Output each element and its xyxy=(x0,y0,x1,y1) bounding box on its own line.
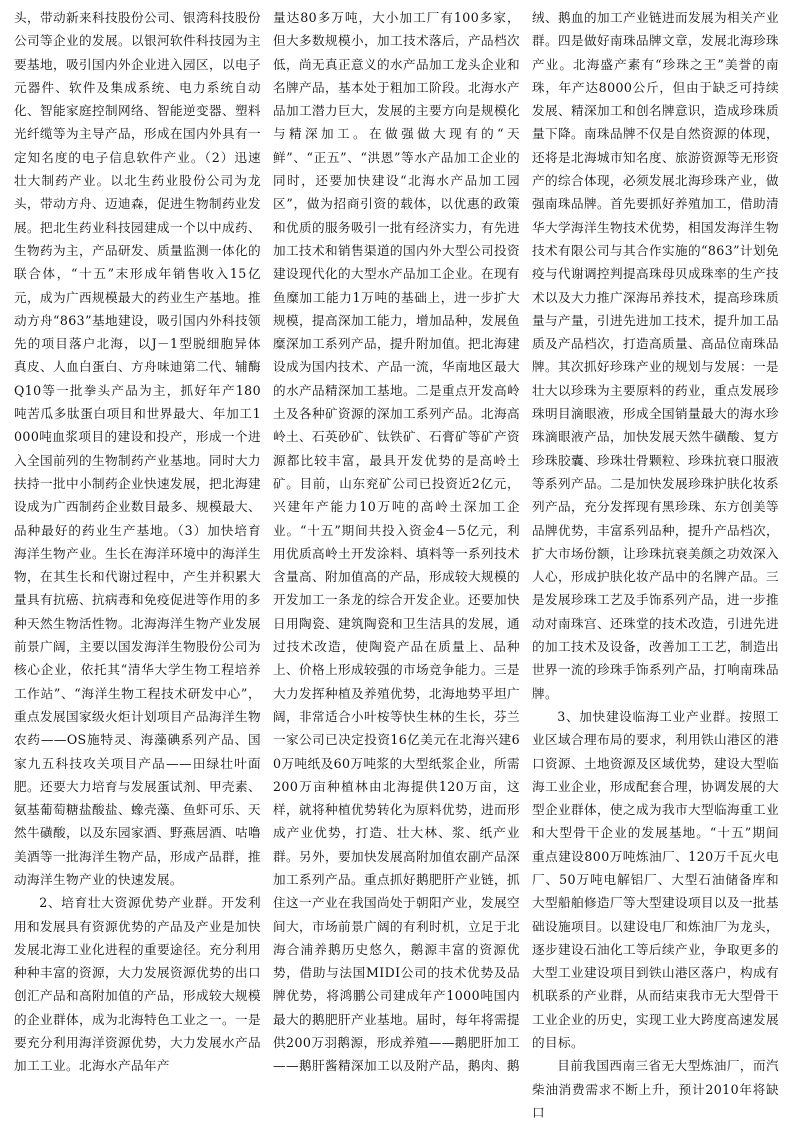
text-column-2 xyxy=(273,6,520,1074)
paragraph: 3、加快建设临海工业产业群。按照工业区域合理布局的要求，利用铁山港区的港口资源、土地资源及区域优势，建设大型临海工业企业，形成配套合理，协调发展的大型企业群体，使之成为我市大型临海重工业和大型骨干企业的发展基地。“十五”期间重点建设800万吨炼油厂、120万千瓦火电厂、50万吨电解铝厂、大型石油储备库和大型船舶修造厂等大型建设项目以及一批基础设施项目。以建设电厂和炼油厂为龙头，逐步建设石油化工等后续产业，争取更多的大型工业建设项目到铁山港区落户，构成有机联系的产业群，从而结束我市无大型骨干工业企业的历史，实现工业大跨度高速发展的目标。 xyxy=(532,708,779,1051)
paragraph: 2、培育壮大资源优势产业群。开发利用和发展具有资源优势的产品及产业是加快发展北海工业化进程的重要途径。充分利用种种丰富的资源，大力发展资源优势的出口创汇产品和高附加值的产品，形成较大规模的企业群体，成为北海特色工业之一。一是要充分利用海洋资源优势，大力发展水产品加工工业。北海水产品年产 xyxy=(14,895,261,1074)
paragraph: 绒、鹅血的加工产业链进而发展为相关产业群。四是做好南珠品牌文章，发展北海珍珠产业。北海盛产素有“珍珠之王”美誉的南珠，年产达8000公斤，但由于缺乏可持续发展、精深加工和创名牌意识，造成珍珠质量下降。南珠品牌不仅是自然资源的体现，还将是北海城市知名度、旅游资源等无形资产的综合体现，必须发展北海珍珠产业，做强南珠品牌。首先要抓好养殖加工，借助清华大学海洋生物技术优势，相国发海洋生物技术有限公司与其合作实施的“863”计划免疫与代谢调控判提高珠母贝成珠率的生产技术以及大力推广深海吊养技术，提高珍珠质量与产量，引进先进加工技术，提升加工品质及产品档次，打造高质量、高品位南珠品牌。其次抓好珍珠产业的规划与发展：一是壮大以珍珠为主要原料的药业，重点发展珍珠明目滴眼液，形成全国销量最大的海水珍珠滴眼液产品，加快发展天然牛磺酸、复方珍珠胶囊、珍珠壮骨颗粒、珍珠抗衰口服液等系列产品。二是加快发展珍珠护肤化妆系列产品，充分发挥现有黑珍珠、东方创美等品牌优势，丰富系列品种，提升产品档次，扩大市场份额，让珍珠抗衰美颜之功效深入人心，形成护肤化妆产品中的名牌产品。三是发展珍珠工艺及手饰系列产品，进一步推动对南珠宫、还珠堂的技术改造，引进先进的加工技术及设备，改善加工工艺，制造出世界一流的珍珠手饰系列产品，打响南珠品牌。 xyxy=(532,10,779,701)
text-column-1 xyxy=(14,6,261,1074)
paragraph: 头，带动新来科技股份公司、银湾科技股份公司等企业的发展。以银河软件科技园为主要基地，吸引国内外企业进入园区，以电子元器件、软件及集成系统、电力系统自动化、智能家庭控制网络、智能逆变器、塑料光纤缆等为主导产品，形成在国内外具有一定知名度的电子信息软件产业。（2）迅速壮大制药产业。以北生药业股份公司为龙头，带动方舟、迈迪森，促进生物制药业发展。把北生药业科技园建成一个以中成药、生物药为主，产品研发、质量监测一体化的联合体，“十五”末形成年销售收入15亿元，成为广西规模最大的药业生产基地。推动方舟“863”基地建设，吸引国内外科技领先的项目落户北海，以J－1型脱细胞异体真皮、人血白蛋白、方舟味迪第二代、辅酶Q10等一批拳头产品为主，抓好年产180吨苦瓜多肽蛋白项目和世界最大、年加工1000吨血浆项目的建设和投产，形成一个进入全国前列的生物制药产业基地。同时大力扶持一批中小制药企业快速发展，把北海建设成为广西制药企业数目最多、规模最大、品种最好的药业生产基地。（3）加快培育海洋生物产业。生长在海洋环境中的海洋生物，在其生长和代谢过程中，产生并积累大量具有抗癌、抗病毒和免疫促进等作用的多种天然生物活性物。北海海洋生物产业发展前景广阔，主要以国发海洋生物股份公司为核心企业，依托其“清华大学生物工程培养工作站”、“海洋生物工程技术研发中心”，重点发展国家级火炬计划项目产品海洋生物农药——OS施特灵、海藻碘系列产品、国家九五科技攻关项目产品——田绿壮叶面肥。还要大力培育与发展蛋试剂、甲壳素、氨基葡萄糖盐酸盐、蟓壳藻、鱼虾可乐、天然牛磺酸，以及东园家酒、野燕居酒、咕噜美酒等一批海洋生物产品，形成产品群，推动海洋生物产业的快速发展。 xyxy=(14,10,261,887)
paragraph: 量达80多万吨，大小加工厂有100多家，但大多数规模小，加工技术落后，产品档次低，尚无真正意义的水产品加工龙头企业和名牌产品，基本处于粗加工阶段。北海水产品加工潜力巨大，发展的主要方向是规模化与精深加工。在做强做大现有的“天鲜”、“正五”、“洪恩”等水产品加工企业的同时，还要加快建设“北海水产品加工园区”，做为招商引资的载体，以优惠的政策和优质的服务吸引一批有经济实力，有先进加工技术和销售渠道的国内外大型公司投资建设现代化的大型水产品加工企业。在现有鱼糜加工能力1万吨的基础上，进一步扩大规模，提高深加工能力，增加品种，发展鱼糜深加工系列产品，提升附加值。把北海建设成为国内技术、产品一流，华南地区最大的水产品精深加工基地。二是重点开发高岭土及各种矿资源的深加工系列产品。北海高岭土、石英砂矿、钛铁矿、石膏矿等矿产资源都比较丰富，最具开发优势的是高岭土矿。目前，山东兖矿公司已投资近2亿元，兴建年产能力10万吨的高岭土深加工企业。“十五”期间共投入资金4－5亿元，利用优质高岭土开发涂料、填料等一系列技术含量高、附加值高的产品，形成较大规模的开发加工一条龙的综合开发企业。还要加快日用陶瓷、建筑陶瓷和卫生洁具的发展，通过技术改造，使陶瓷产品在质量上、品种上、价格上形成较强的市场竞争能力。三是大力发挥种植及养殖优势，北海地势平坦广阔，非常适合小叶桉等快生林的生长，芬兰一家公司已决定投资16亿美元在北海兴建60万吨纸及60万吨浆的大型纸浆企业，所需200万亩种植林由北海提供120万亩，这样，就将种植优势转化为原料优势，进而形成产业优势，打造、壮大林、浆、纸产业群。另外，要加快发展高附加值农副产品深加工系列产品。重点抓好鹅肥肝产业链，抓住这一产业在我国尚处于朝阳产业，发展空间大，市场前景广阔的有利时机，立足于北海合浦养鹅历史悠久，鹅源丰富的资源优势，借助与法国MIDI公司的技术优势及品牌优势，将鸿鹏公司建成年产1000吨国内最大的鹅肥肝产业基地。届时，每年将需提供200万羽鹅源，形成养殖——鹅肥肝加工——鹅肝酱精深加工以及附产品，鹅肉、鹅 xyxy=(273,10,520,1074)
paragraph: 目前我国西南三省无大型炼油厂，而汽柴油消费需求不断上升，预计2010年将缺口 xyxy=(532,1058,779,1120)
text-column-3 xyxy=(532,6,779,1120)
